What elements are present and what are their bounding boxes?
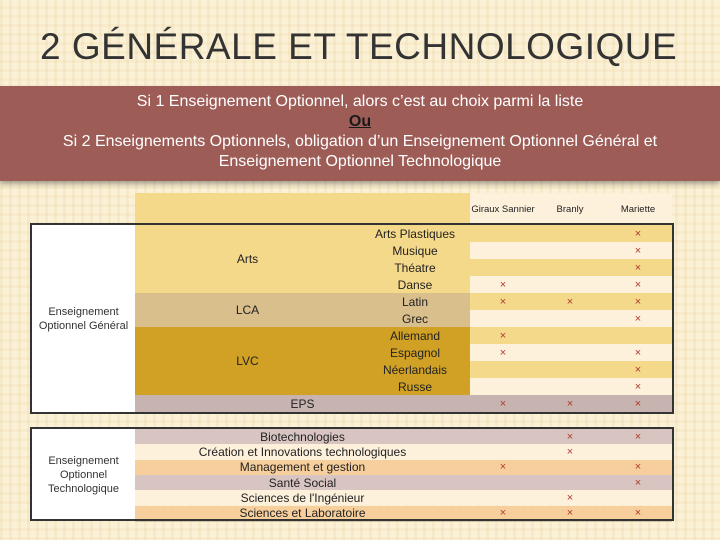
banner-line-3: Enseignement Optionnel Technologique [218, 153, 502, 170]
availability-mark-icon: × [634, 244, 642, 257]
availability-mark-icon: × [634, 363, 642, 376]
availability-mark-icon: × [634, 278, 642, 291]
mark-cell [536, 259, 604, 276]
availability-mark-icon: × [634, 227, 642, 240]
subject-label: Arts Plastiques [360, 225, 470, 242]
mark-cell [536, 475, 604, 490]
availability-mark-icon: × [634, 295, 642, 308]
availability-mark-icon: × [634, 346, 642, 359]
availability-mark-icon: × [566, 491, 574, 504]
info-banner [0, 86, 720, 181]
subject-label: Espagnol [360, 344, 470, 361]
availability-mark-icon: × [634, 476, 642, 489]
availability-mark-icon: × [499, 461, 507, 474]
availability-mark-icon: × [634, 397, 642, 410]
mark-cell [470, 490, 536, 505]
availability-mark-icon: × [634, 461, 642, 474]
subject-label: Néerlandais [360, 361, 470, 378]
eps-label: EPS [135, 395, 470, 412]
subject-label: Théatre [360, 259, 470, 276]
mark-cell [536, 378, 604, 395]
availability-mark-icon: × [634, 430, 642, 443]
mark-cell [604, 444, 672, 459]
column-header: Mariette [604, 193, 672, 225]
subject-label: Sciences de l'Ingénieur [135, 490, 470, 505]
availability-mark-icon: × [634, 261, 642, 274]
subject-label: Musique [360, 242, 470, 259]
mark-cell [604, 490, 672, 505]
banner-line-1: Si 1 Enseignement Optionnel, alors c’est au choix parmi la liste [136, 93, 584, 110]
mark-cell [536, 327, 604, 344]
subject-label: Grec [360, 310, 470, 327]
mark-cell [470, 429, 536, 444]
mark-cell [536, 242, 604, 259]
availability-mark-icon: × [499, 295, 507, 308]
page-title: 2 GÉNÉRALE ET TECHNOLOGIQUE [40, 26, 678, 67]
availability-mark-icon: × [499, 507, 507, 520]
category-label: LVC [135, 327, 360, 395]
subject-label: Création et Innovations technologiques [135, 444, 470, 459]
availability-mark-icon: × [634, 507, 642, 520]
availability-mark-icon: × [634, 380, 642, 393]
category-label: LCA [135, 293, 360, 327]
column-header: Giraux Sannier [470, 193, 536, 225]
mark-cell [536, 460, 604, 475]
availability-mark-icon: × [499, 397, 507, 410]
subject-label: Latin [360, 293, 470, 310]
subject-label: Biotechnologies [135, 429, 470, 444]
subject-label: Management et gestion [135, 460, 470, 475]
mark-cell [470, 378, 536, 395]
availability-mark-icon: × [499, 346, 507, 359]
banner-or: Ou [348, 113, 372, 130]
mark-cell [470, 310, 536, 327]
mark-cell [470, 242, 536, 259]
availability-mark-icon: × [634, 312, 642, 325]
mark-cell [470, 361, 536, 378]
availability-mark-icon: × [566, 397, 574, 410]
subject-label: Russe [360, 378, 470, 395]
mark-cell [536, 344, 604, 361]
availability-mark-icon: × [566, 295, 574, 308]
column-header: Branly [536, 193, 604, 225]
availability-mark-icon: × [566, 507, 574, 520]
mark-cell [470, 475, 536, 490]
mark-cell [470, 259, 536, 276]
mark-cell [470, 225, 536, 242]
mark-cell [536, 310, 604, 327]
subject-label: Santé Social [135, 475, 470, 490]
row-divider [135, 521, 672, 522]
subject-label: Danse [360, 276, 470, 293]
mark-cell [536, 361, 604, 378]
header-blank [135, 193, 470, 225]
mark-cell [536, 225, 604, 242]
subject-label: Allemand [360, 327, 470, 344]
category-label: Arts [135, 225, 360, 293]
mark-cell [470, 444, 536, 459]
availability-mark-icon: × [499, 278, 507, 291]
technological-group-label: Enseignement Optionnel Technologique [32, 429, 135, 521]
subject-label: Sciences et Laboratoire [135, 506, 470, 521]
mark-cell [536, 276, 604, 293]
mark-cell [604, 327, 672, 344]
availability-mark-icon: × [566, 430, 574, 443]
banner-line-2: Si 2 Enseignements Optionnels, obligation d’un Enseignement Optionnel Général et [62, 133, 658, 150]
availability-mark-icon: × [499, 329, 507, 342]
general-group-label: Enseignement Optionnel Général [32, 225, 135, 412]
availability-mark-icon: × [566, 445, 574, 458]
